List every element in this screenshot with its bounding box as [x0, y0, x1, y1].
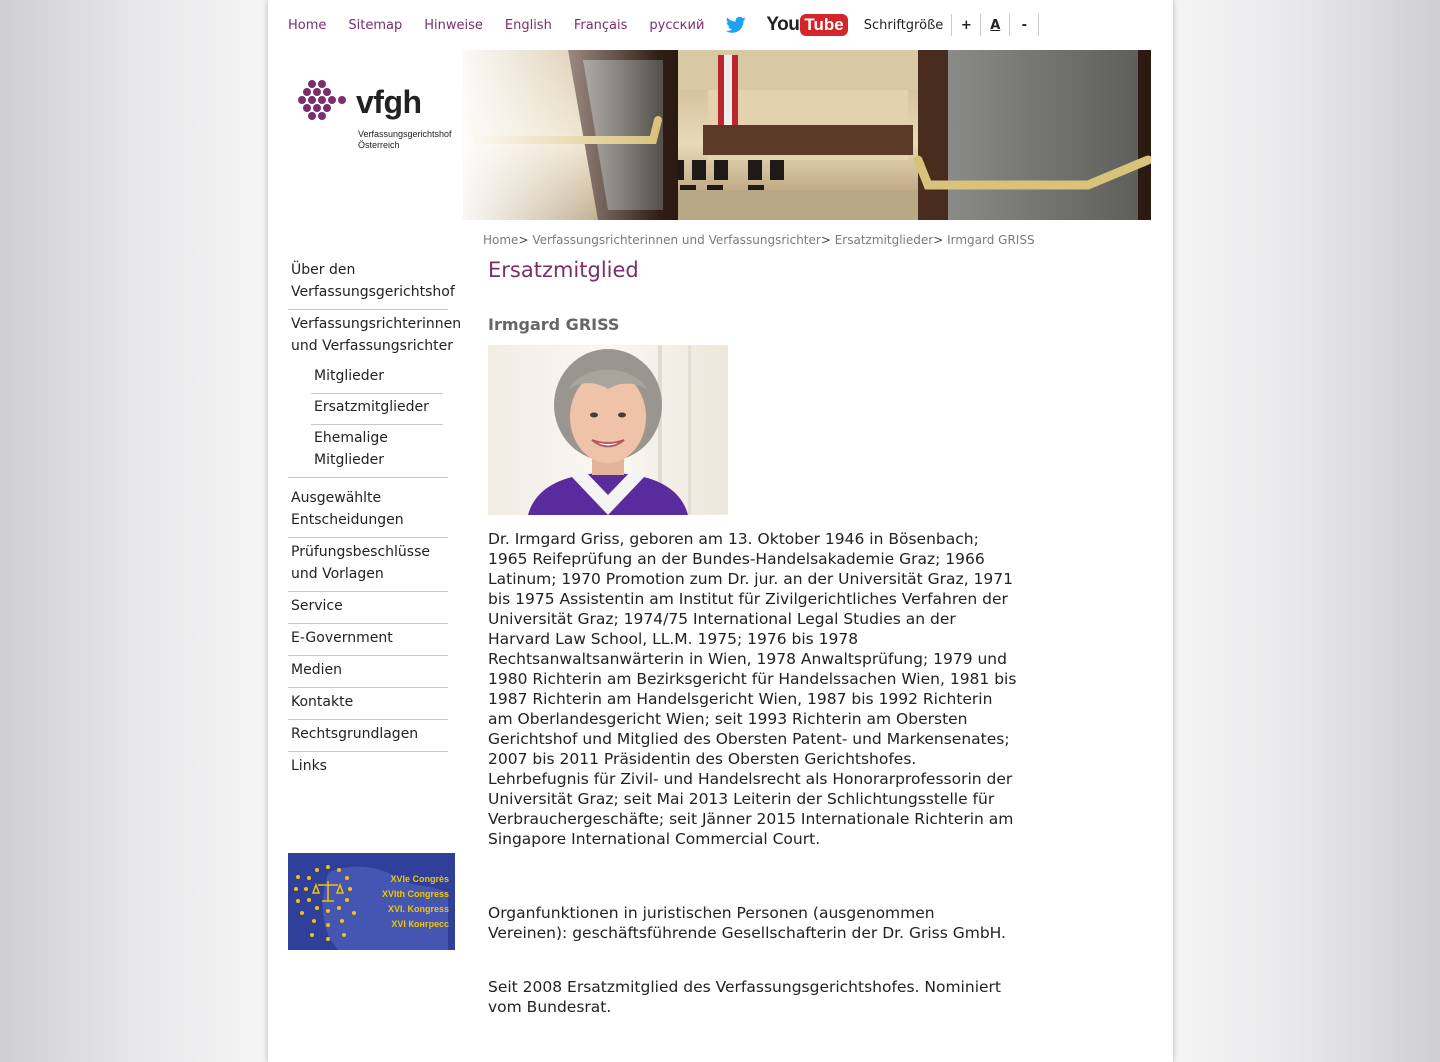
nav-hinweise-link[interactable]: Hinweise [424, 17, 483, 33]
nav-sitemap-link[interactable]: Sitemap [348, 17, 403, 33]
nav-home-link[interactable]: Home [288, 17, 327, 33]
sidebar-item-service[interactable]: Service [288, 592, 448, 624]
breadcrumb-separator: > [518, 233, 529, 247]
page [268, 0, 1173, 1062]
biography-paragraph: Dr. Irmgard Griss, geboren am 13. Oktober 1946 in Bösenbach; 1965 Reifeprüfung an der Bundes-Handelsakademie Graz; 1966 Latinum; 1970 Promotion zum Dr. jur. an der Universität Graz, 1971 bis 1975 Assistentin am Institut für Zivilgerichtliches Verfahren der Universität Graz; 1974/75 International Legal Studies an der Harvard Law School, LL.M. 1975; 1976 bis 1978 Rechtsanwaltsanwärterin in Wien, 1978 Anwaltsprüfung; 1979 und 1980 Richterin am Bezirksgericht für Handelssachen Wien, 1981 bis 1987 Richterin am Handelsgericht Wien, 1987 bis 1992 Richterin am Oberlandesgericht Wien; seit 1993 Richterin am Obersten Gerichtshof und Mitglied des Obersten Patent- und Markensenates; 2007 bis 2011 Präsidentin des Obersten Gerichtshofes. Lehrbefugnis für Zivil- und Handelsrecht als Honorarprofessorin der Universität Graz; seit Mai 2013 Leiterin der Schlichtungsstelle für Verbrauchergeschäfte; seit Jänner 2015 Internationale Richterin am Singapore International Commercial Court. [488, 530, 1017, 848]
sidebar-item-medien[interactable]: Medien [288, 656, 448, 688]
youtube-tube-text: Tube [800, 14, 847, 36]
vfgh-logo[interactable] [288, 50, 463, 220]
sidebar-item-egovernment[interactable]: E-Government [288, 624, 448, 656]
nav-francais-link[interactable]: Français [573, 17, 628, 33]
sidebar-item-rechtsgrundlagen[interactable]: Rechtsgrundlagen [288, 720, 448, 752]
congress-line-3: XVI. Kongress [387, 904, 449, 914]
breadcrumb-current: Irmgard GRISS [947, 233, 1035, 247]
sidebar-item-ueber[interactable]: Über den Verfassungsgerichtshof [288, 256, 448, 310]
page-title: Ersatzmitglied [488, 258, 639, 282]
congress-banner[interactable] [288, 853, 455, 950]
top-navigation [288, 10, 1039, 40]
logo-line1: Verfassungsgerichtshof [358, 129, 452, 139]
font-decrease-button[interactable]: - [1009, 14, 1039, 36]
font-size-label: Schriftgröße [863, 17, 944, 33]
font-reset-button[interactable]: A [980, 14, 1009, 36]
nav-english-link[interactable]: English [504, 17, 552, 33]
logo-abbr: vfgh [356, 84, 422, 120]
breadcrumb [483, 233, 1035, 247]
sidebar-navigation [288, 256, 463, 783]
breadcrumb-home[interactable]: Home [483, 233, 519, 247]
sidebar-item-entscheidungen[interactable]: Ausgewählte Entscheidungen [288, 484, 448, 538]
font-increase-button[interactable]: + [951, 14, 980, 36]
person-name: Irmgard GRISS [488, 315, 620, 334]
logo-line2: Österreich [358, 140, 400, 150]
membership-paragraph: Seit 2008 Ersatzmitglied des Verfassungsgerichtshofes. Nominiert vom Bundesrat. [488, 978, 1001, 1016]
organfunktionen-paragraph: Organfunktionen in juristischen Personen (ausgenommen Vereinen): geschäftsführende Gesellschafterin der Dr. Griss GmbH. [488, 904, 1006, 942]
sidebar-item-richter[interactable]: Verfassungsrichterinnen und Verfassungsrichter [291, 316, 462, 354]
congress-line-1: XVIe Congrès [390, 874, 449, 884]
sidebar-item-pruefungsbeschluesse[interactable]: Prüfungsbeschlüsse und Vorlagen [288, 538, 448, 592]
breadcrumb-separator: > [933, 233, 944, 247]
sidebar-item-kontakte[interactable]: Kontakte [288, 688, 448, 720]
portrait-photo [488, 345, 728, 515]
sidebar-item-links[interactable]: Links [291, 758, 327, 774]
breadcrumb-richter[interactable]: Verfassungsrichterinnen und Verfassungsrichter [532, 233, 821, 247]
twitter-icon[interactable] [726, 16, 746, 34]
congress-line-4: XVI Конгресс [391, 919, 449, 929]
breadcrumb-ersatzmitglieder[interactable]: Ersatzmitglieder [834, 233, 934, 247]
sidebar-subitem-mitglieder[interactable]: Mitglieder [311, 363, 443, 394]
header [288, 50, 1151, 220]
sidebar-divider [288, 477, 448, 478]
sidebar-subitem-ersatzmitglieder[interactable]: Ersatzmitglieder [311, 394, 443, 425]
courtroom-banner-image [448, 50, 1151, 220]
youtube-you-text: You [766, 14, 800, 35]
sidebar-subitem-ehemalige[interactable]: Ehemalige Mitglieder [314, 430, 388, 468]
congress-line-2: XVIth Congress [381, 889, 449, 899]
nav-russian-link[interactable]: русский [649, 17, 705, 33]
youtube-icon[interactable] [766, 11, 847, 39]
breadcrumb-separator: > [820, 233, 831, 247]
